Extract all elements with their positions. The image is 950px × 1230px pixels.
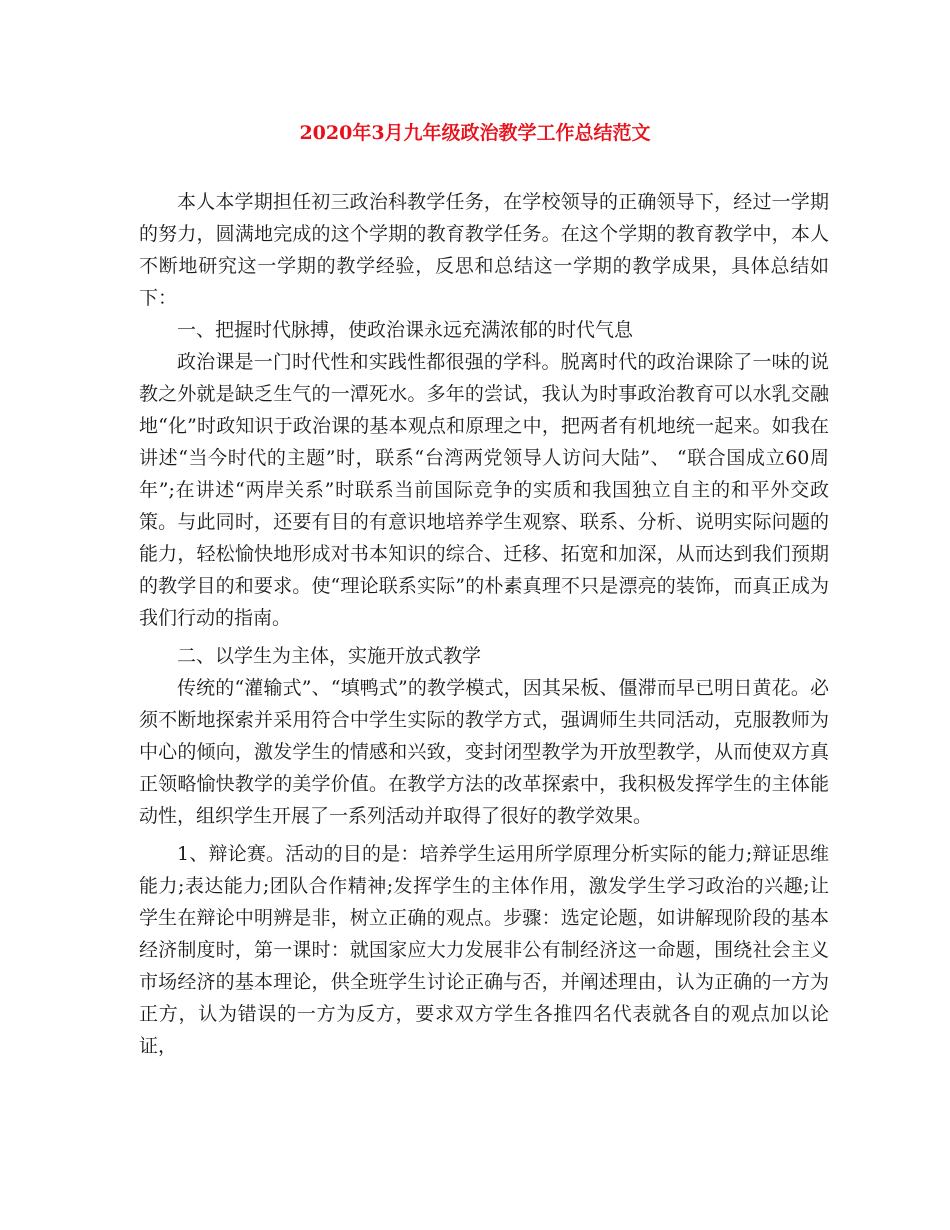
paragraph-1: 政治课是一门时代性和实践性都很强的学科。脱离时代的政治课除了一味的说教之外就是缺乏生气的一潭死水。多年的尝试，我认为时事政治教育可以水乳交融地“化”时政知识于政治课的基本观点和原理之中，把两者有机地统一起来。如我在讲述“当今时代的主题”时，联系“台湾两党领导人访问大陆”、 “联合国成立60周年”;在讲述“两岸关系”时联系当前国际竞争的实质和我国独立自主的和平外交政策。与此同时，还要有目的有意识地培养学生观察、联系、分析、说明实际问题的能力，轻松愉快地形成对书本知识的综合、迁移、拓宽和加深，从而达到我们预期的教学目的和要求。使“理论联系实际”的朴素真理不只是漂亮的装饰，而真正成为我们行动的指南。	[139, 351, 829, 629]
section-heading-1: 一、把握时代脉搏，使政治课永远充满浓郁的时代气息	[177, 319, 634, 341]
section-heading-2: 二、以学生为主体，实施开放式教学	[177, 645, 482, 667]
document-title: 2020年3月九年级政治教学工作总结范文	[299, 122, 651, 144]
paragraph-3: 1、辩论赛。活动的目的是：培养学生运用所学原理分析实际的能力;辩证思维能力;表达能力;团队合作精神;发挥学生的主体作用，激发学生学习政治的兴趣;让学生在辩论中明辨是非，树立正确的观点。步骤：选定论题，如讲解现阶段的基本经济制度时，第一课时：就国家应大力发展非公有制经济这一命题，围绕社会主义市场经济的基本理论，供全班学生讨论正确与否，并阐述理由，认为正确的一方为正方，认为错误的一方为反方，要求双方学生各推四名代表就各自的观点加以论证，	[139, 843, 829, 1057]
paragraph-2: 传统的“灌输式”、“填鸭式”的教学模式，因其呆板、僵滞而早已明日黄花。必须不断地探索并采用符合中学生实际的教学方式，强调师生共同活动，克服教师为中心的倾向，激发学生的情感和兴致，变封闭型教学为开放型教学，从而使双方真正领略愉快教学的美学价值。在教学方法的改革探索中，我积极发挥学生的主体能动性，组织学生开展了一系列活动并取得了很好的教学效果。	[139, 677, 829, 827]
document-body	[139, 186, 829, 1062]
paragraph-intro: 本人本学期担任初三政治科教学任务，在学校领导的正确领导下，经过一学期的努力，圆满地完成的这个学期的教育教学任务。在这个学期的教育教学中，本人不断地研究这一学期的教学经验，反思和总结这一学期的教学成果，具体总结如下：	[139, 191, 829, 309]
